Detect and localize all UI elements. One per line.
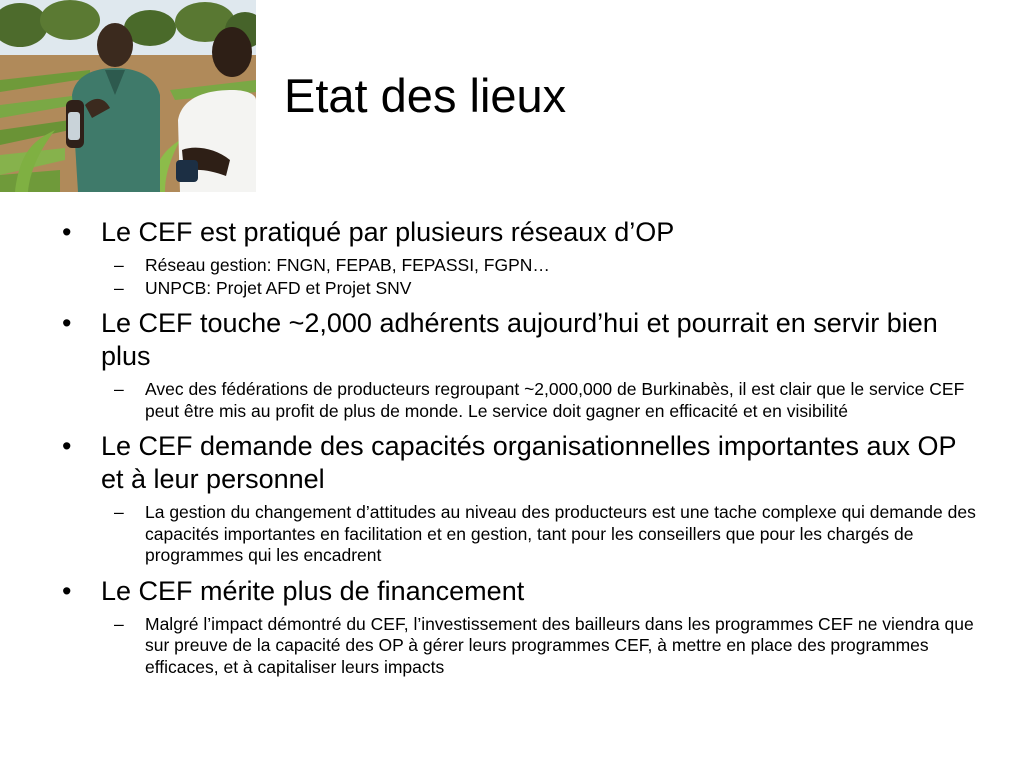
slide-title: Etat des lieux <box>284 69 567 122</box>
bullet-item <box>58 575 978 608</box>
bullet-marker: • <box>62 431 72 461</box>
farmers-photo <box>0 0 256 192</box>
bullet-item <box>58 430 978 496</box>
sub-bullet-text: Malgré l’impact démontré du CEF, l’investissement des bailleurs dans les programmes CEF ne viendra que sur preuve de la capacité des OP à gérer leurs programmes CEF, à mettre en place des programmes efficaces, et à capitaliser leurs impacts <box>145 613 974 677</box>
sub-bullet-text: Avec des fédérations de producteurs regroupant ~2,000,000 de Burkinabès, il est clair que le service CEF peut être mis au profit de plus de monde. Le service doit gagner en efficacité et en visibilité <box>145 379 965 421</box>
bullet-marker: • <box>62 308 72 338</box>
bullet-marker: • <box>62 217 72 247</box>
bullet-text: Le CEF demande des capacités organisationnelles importantes aux OP et à leur personnel <box>101 431 956 494</box>
bullet-item <box>58 216 978 249</box>
sub-bullet-item <box>58 255 978 277</box>
bullet-text: Le CEF mérite plus de financement <box>101 575 525 606</box>
sub-bullet-marker: – <box>114 255 124 275</box>
sub-bullet-marker: – <box>114 613 124 634</box>
sub-bullet-item <box>58 502 978 567</box>
sub-bullet-text: UNPCB: Projet AFD et Projet SNV <box>145 277 412 298</box>
bullet-text: Le CEF est pratiqué par plusieurs réseaux d’OP <box>101 217 675 247</box>
sub-bullet-item <box>58 278 978 300</box>
sub-bullet-item <box>58 614 978 679</box>
sub-bullet-marker: – <box>114 379 124 399</box>
sub-bullet-item <box>58 379 978 422</box>
sub-bullet-marker: – <box>114 502 124 522</box>
sub-bullet-text: La gestion du changement d’attitudes au niveau des producteurs est une tache complexe qui demande des capacités importantes en facilitation et en gestion, tant pour les conseillers que pour les chargés de programmes qui les encadrent <box>145 502 976 565</box>
bullet-text: Le CEF touche ~2,000 adhérents aujourd’hui et pourrait en servir bien plus <box>101 308 938 371</box>
bullet-item <box>58 307 978 373</box>
bullet-marker: • <box>62 575 72 606</box>
bullet-list <box>58 212 978 678</box>
sub-bullet-marker: – <box>114 277 124 298</box>
sub-bullet-text: Réseau gestion: FNGN, FEPAB, FEPASSI, FGPN… <box>145 255 550 275</box>
